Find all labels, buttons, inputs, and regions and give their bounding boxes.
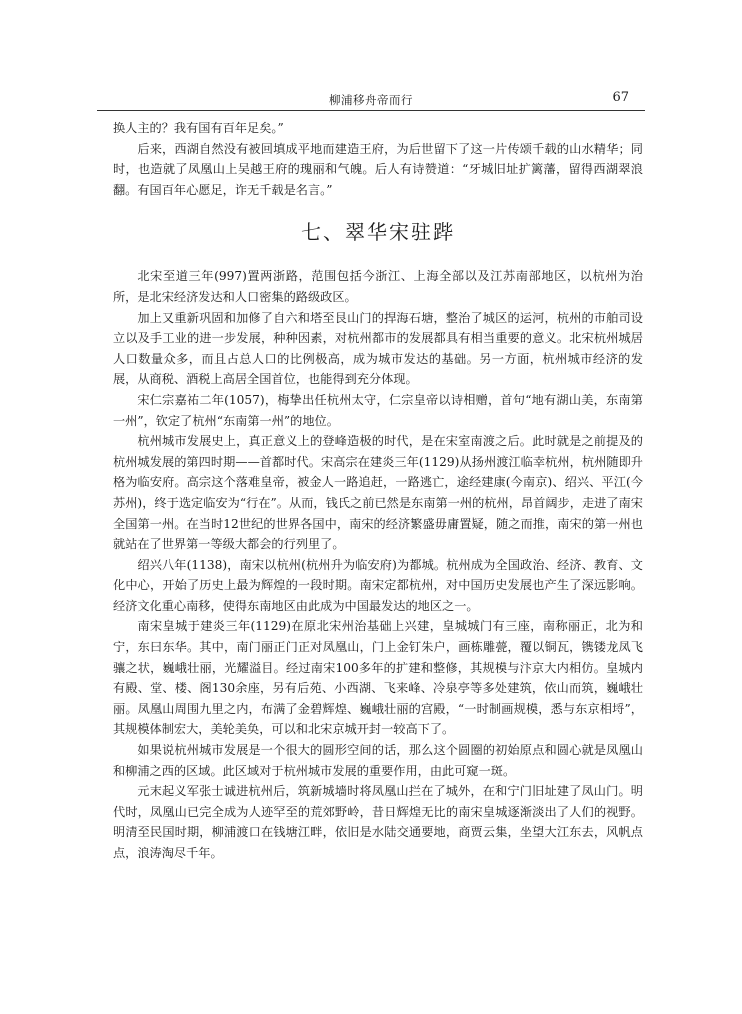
paragraph: 加上又重新巩固和加修了自六和塔至艮山门的捍海石塘，整治了城区的运河，杭州的市舶司设立以及手工业的进一步发展，种种因素，对杭州都市的发展都具有相当重要的意义。北宋杭州城居人口数量众多，而且占总人口的比例极高，成为城市发达的基础。另一方面，杭州城市经济的发展，从商税、酒税上高居全国首位，也能得到充分体现。	[113, 310, 643, 387]
header-rule	[97, 110, 645, 111]
paragraph: 杭州城市发展史上，真正意义上的登峰造极的时代，是在宋室南渡之后。此时就是之前提及的杭州城发展的第四时期——首都时代。宋高宗在建炎三年(1129)从扬州渡江临幸杭州，杭州随即升格为临安府。高宗这个落难皇帝，被金人一路追赶，一路逃亡，途经建康(今南京)、绍兴、平江(今苏州)，终于选定临安为“行在”。从而，钱氏之前已然是东南第一州的杭州，昂首阔步，走进了南宋全国第一州。在当时12世纪的世界各国中，南宋的经济繁盛毋庸置疑，随之而推，南宋的第一州也就站在了世界第一等级大都会的行列里了。	[113, 434, 643, 552]
running-header	[97, 92, 645, 110]
page-body	[113, 118, 643, 864]
page-number: 67	[612, 90, 629, 105]
paragraph: 北宋至道三年(997)置两浙路，范围包括今浙江、上海全部以及江苏南部地区，以杭州为治所，是北宋经济发达和人口密集的路级政区。	[113, 269, 643, 304]
paragraph: 南宋皇城于建炎三年(1129)在原北宋州治基础上兴建，皇城城门有三座，南称丽正，北为和宁，东曰东华。其中，南门丽正门正对凤凰山，门上金钉朱户，画栋雕甍，覆以铜瓦，镌镂龙凤飞骧之状，巍峨壮丽，光耀溢目。经过南宋100多年的扩建和整修，其规模与汴京大内相仿。皇城内有殿、堂、楼、阁130余座，另有后苑、小西湖、飞来峰、冷泉亭等多处建筑，依山而筑，巍峨壮丽。凤凰山周围九里之内，布满了金碧辉煌、巍峨壮丽的宫殿，“一时制画规模，悉与东京相埒”，其规模体制宏大，美轮美奂，可以和北宋京城开封一较高下了。	[113, 619, 643, 737]
paragraph: 如果说杭州城市发展是一个很大的圆形空间的话，那么这个圆圈的初始原点和圆心就是凤凰山和柳浦之西的区域。此区域对于杭州城市发展的重要作用，由此可窥一斑。	[113, 743, 643, 778]
paragraph: 后来，西湖自然没有被回填成平地而建造王府，为后世留下了这一片传颂千载的山水精华；同时，也造就了凤凰山上吴越王府的瑰丽和气魄。后人有诗赞道：“牙城旧址扩篱藩，留得西湖翠浪翻。有国百年心愿足，诈无千载是名言。”	[113, 141, 643, 197]
paragraph-continued: 换人主的？我有国有百年足矣。”	[113, 121, 284, 135]
paragraph: 绍兴八年(1138)，南宋以杭州(杭州升为临安府)为都城。杭州成为全国政治、经济、教育、文化中心，开始了历史上最为辉煌的一段时期。南宋定都杭州，对中国历史发展也产生了深远影响。经济文化重心南移，使得东南地区由此成为中国最发达的地区之一。	[113, 557, 643, 613]
section-title: 七、翠华宋驻跸	[301, 220, 455, 245]
running-title: 柳浦移舟帝而行	[329, 93, 413, 107]
paragraph: 元末起义军张士诚进杭州后，筑新城墙时将凤凰山拦在了城外，在和宁门旧址建了凤山门。明代时，凤凰山已完全成为人迹罕至的荒郊野岭，昔日辉煌无比的南宋皇城逐渐淡出了人们的视野。明清至民国时期，柳浦渡口在钱塘江畔，依旧是水陆交通要地，商贾云集，坐望大江东去，风帆点点，浪涛淘尽千年。	[113, 784, 643, 860]
paragraph: 宋仁宗嘉祐二年(1057)，梅挚出任杭州太守，仁宗皇帝以诗相赠，首句“地有湖山美，东南第一州”，钦定了杭州“东南第一州”的地位。	[113, 392, 643, 428]
